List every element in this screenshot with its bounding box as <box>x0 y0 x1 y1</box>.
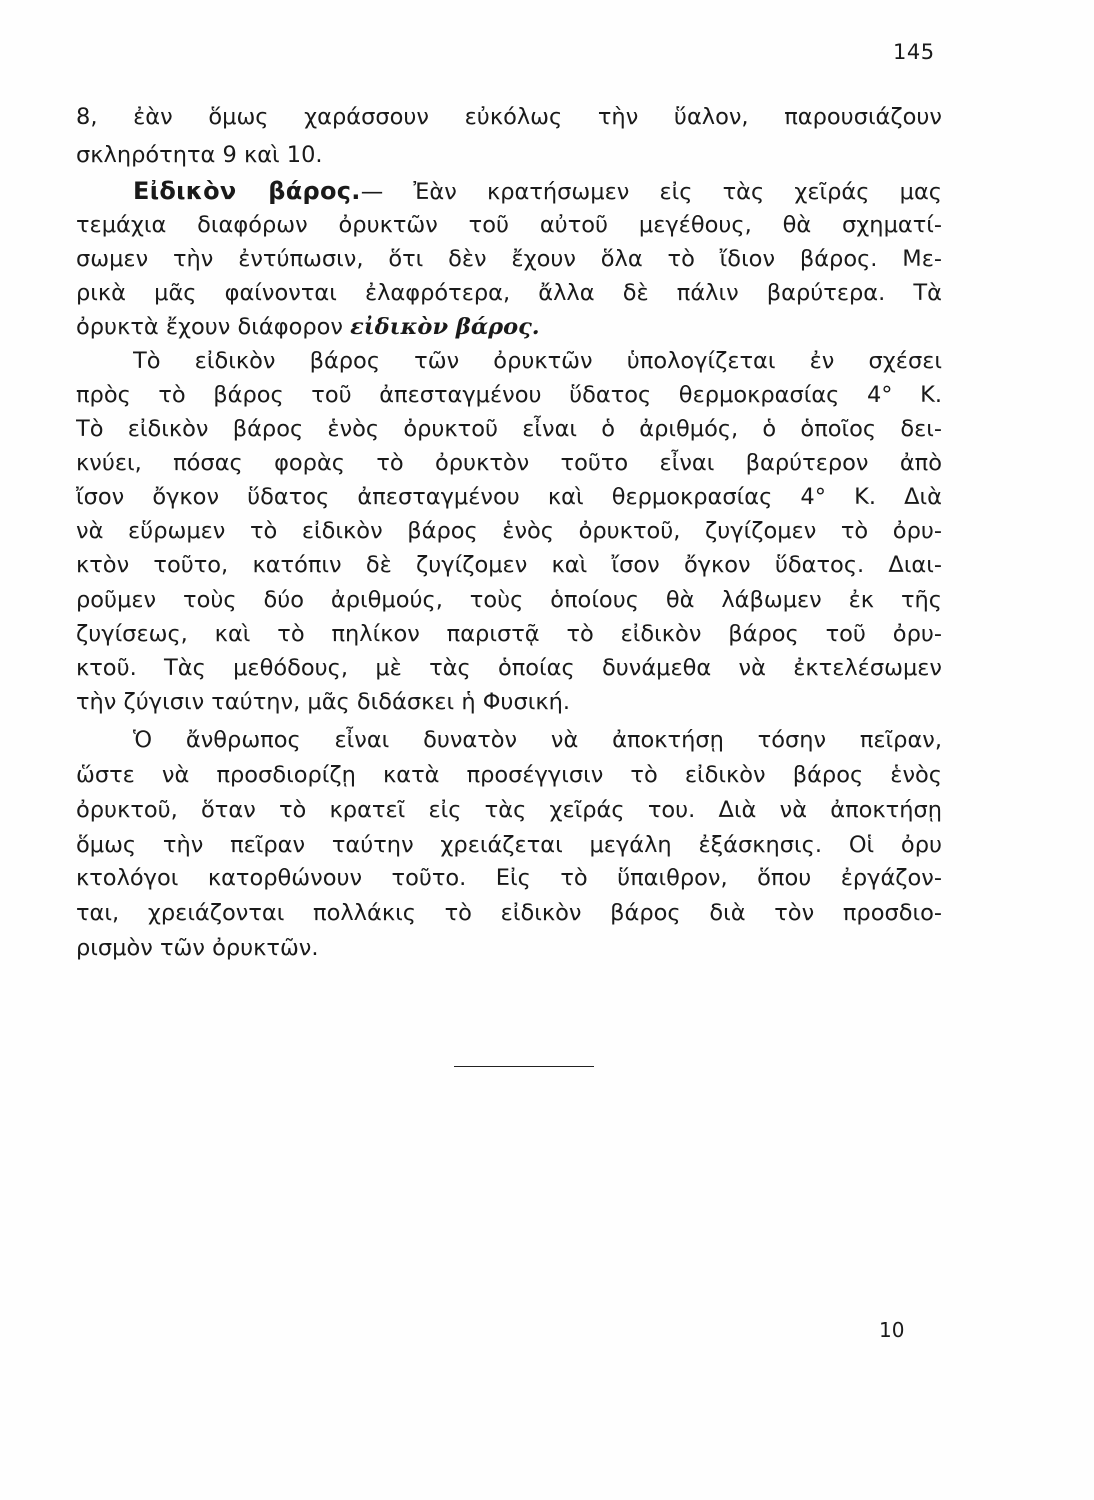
text-span: ὀρυκτὰ ἔχουν διάφορον <box>76 314 351 340</box>
text-line: 8, ἐὰν ὅμως χαράσσουν εὐκόλως τὴν ὕαλον, παρουσιάζουν <box>76 104 942 130</box>
text-line: ρισμὸν τῶν ὀρυκτῶν. <box>76 935 319 961</box>
text-line: νὰ εὕρωμεν τὸ εἰδικὸν βάρος ἑνὸς ὀρυκτοῦ, ζυγίζομεν τὸ ὀρυ- <box>76 518 942 544</box>
text-line: ἴσον ὄγκον ὕδατος ἀπεσταγμένου καὶ θερμοκρασίας 4° Κ. Διὰ <box>76 484 942 510</box>
text-line: ὥστε νὰ προσδιορίζῃ κατὰ προσέγγισιν τὸ εἰδικὸν βάρος ἑνὸς <box>76 762 942 788</box>
text-line: κτολόγοι κατορθώνουν τοῦτο. Εἰς τὸ ὕπαιθρον, ὅπου ἐργάζον- <box>76 865 942 891</box>
text-line: σκληρότητα 9 καὶ 10. <box>76 142 323 168</box>
text-line: τεμάχια διαφόρων ὀρυκτῶν τοῦ αὐτοῦ μεγέθους, θὰ σχηματί- <box>76 212 942 238</box>
text-line: τὴν ζύγισιν ταύτην, μᾶς διδάσκει ἡ Φυσική. <box>76 689 571 715</box>
emphasized-term: εἰδικὸν βάρος. <box>350 314 540 340</box>
text-line: ὀρυκτοῦ, ὅταν τὸ κρατεῖ εἰς τὰς χεῖράς του. Διὰ νὰ ἀποκτήσῃ <box>76 797 942 823</box>
text-line: ται, χρειάζονται πολλάκις τὸ εἰδικὸν βάρος διὰ τὸν προσδιο- <box>76 900 942 926</box>
text-line: κτὸν τοῦτο, κατόπιν δὲ ζυγίζομεν καὶ ἴσον ὄγκον ὕδατος. Διαι- <box>76 552 942 578</box>
text-line: σωμεν τὴν ἐντύπωσιν, ὅτι δὲν ἔχουν ὅλα τὸ ἴδιον βάρος. Με- <box>76 246 942 272</box>
text-line: κνύει, πόσας φορὰς τὸ ὀρυκτὸν τοῦτο εἶναι βαρύτερον ἀπὸ <box>76 450 942 476</box>
text-line: ροῦμεν τοὺς δύο ἀριθμούς, τοὺς ὁποίους θὰ λάβωμεν ἐκ τῆς <box>76 587 942 613</box>
text-span: — Ἐὰν κρατήσωμεν εἰς τὰς χεῖράς μας <box>360 179 942 205</box>
text-line <box>76 311 942 343</box>
text-line: κτοῦ. Τὰς μεθόδους, μὲ τὰς ὁποίας δυνάμεθα νὰ ἐκτελέσωμεν <box>76 655 942 681</box>
text-line: Ὁ ἄνθρωπος εἶναι δυνατὸν νὰ ἀποκτήσῃ τόσην πεῖραν, <box>133 727 942 753</box>
text-line: ζυγίσεως, καὶ τὸ πηλίκον παριστᾷ τὸ εἰδικὸν βάρος τοῦ ὀρυ- <box>76 621 942 647</box>
text-line: Τὸ εἰδικὸν βάρος ἑνὸς ὀρυκτοῦ εἶναι ὁ ἀριθμός, ὁ ὁποῖος δει- <box>76 416 942 442</box>
text-line: πρὸς τὸ βάρος τοῦ ἀπεσταγμένου ὕδατος θερμοκρασίας 4° Κ. <box>76 382 942 408</box>
signature-mark: 10 <box>879 1318 905 1342</box>
section-end-rule <box>454 1066 594 1067</box>
text-line: Τὸ εἰδικὸν βάρος τῶν ὀρυκτῶν ὑπολογίζεται ἐν σχέσει <box>133 348 942 374</box>
page-number: 145 <box>893 40 935 64</box>
section-heading: Εἰδικὸν βάρος. <box>133 177 361 205</box>
text-line: ὅμως τὴν πεῖραν ταύτην χρειάζεται μεγάλη ἐξάσκησις. Οἱ ὀρυ <box>76 832 942 858</box>
text-line: ρικὰ μᾶς φαίνονται ἐλαφρότερα, ἄλλα δὲ πάλιν βαρύτερα. Τὰ <box>76 280 942 306</box>
section-heading-line <box>133 175 942 208</box>
